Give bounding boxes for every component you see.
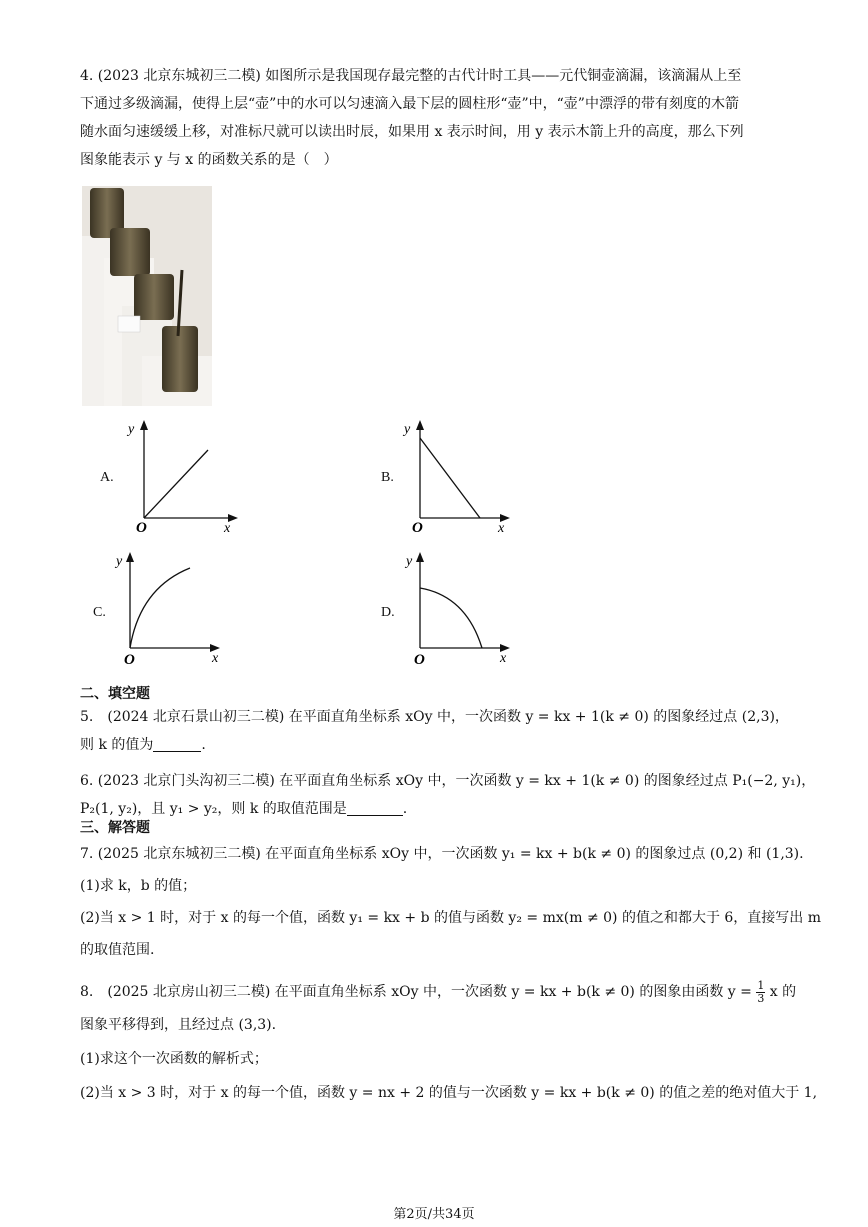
q6-line-2-end: . <box>402 801 408 817</box>
q6-answer-blank <box>347 799 403 816</box>
option-a-graph <box>120 418 250 536</box>
q8-line-1 <box>80 976 797 1008</box>
section-heading-fill: 二、填空题 <box>80 686 150 702</box>
option-c-label: C. <box>93 605 106 620</box>
q4-text <box>80 62 792 174</box>
option-a-label: A. <box>100 470 114 485</box>
q8-text <box>80 976 818 1110</box>
q5-line-2-end: . <box>201 737 206 753</box>
q4-line-2: 下通过多级滴漏，使得上层“壶”中的水可以匀速滴入最下层的圆柱形“壶”中，“壶”中漂浮的带有刻度的木箭 <box>80 96 739 112</box>
option-d-y-label: y <box>406 554 413 569</box>
option-b-origin-label: O <box>412 520 423 536</box>
q5-text <box>80 703 792 759</box>
option-a-x-label: x <box>224 521 231 536</box>
option-d-origin-label: O <box>414 652 425 668</box>
page-footer: 第2页/共34页 <box>393 1207 475 1222</box>
option-d-label: D. <box>381 605 395 620</box>
q4-line-1: 4. (2023 北京东城初三二模) 如图所示是我国现存最完整的古代计时工具——元代铜壶滴漏，该滴漏从上至 <box>80 68 742 84</box>
option-b-graph <box>396 418 526 536</box>
q8-fraction-denominator: 3 <box>757 991 765 1005</box>
q5-line-1: 5. (2024 北京石景山初三二模) 在平面直角坐标系 xOy 中，一次函数 y = kx + 1(k ≠ 0) 的图象经过点 (2,3)， <box>80 709 789 725</box>
q8-line-1-end: x 的 <box>769 984 797 1000</box>
q8-line-1-text: 8. (2025 北京房山初三二模) 在平面直角坐标系 xOy 中，一次函数 y = kx + b(k ≠ 0) 的图象由函数 y = <box>80 984 752 1000</box>
option-a-origin-label: O <box>136 520 147 536</box>
option-b-y-label: y <box>404 422 411 437</box>
q6-line-1: 6. (2023 北京门头沟初三二模) 在平面直角坐标系 xOy 中，一次函数 y = kx + 1(k ≠ 0) 的图象经过点 P₁(−2, y₁)， <box>80 773 816 789</box>
water-clock-photo <box>82 186 212 406</box>
q7-line-3: (2)当 x > 1 时，对于 x 的每一个值，函数 y₁ = kx + b 的值与函数 y₂ = mx(m ≠ 0) 的值之和都大于 6，直接写出 m <box>80 910 822 926</box>
q8-line-2: 图象平移得到，且经过点 (3,3). <box>80 1017 277 1033</box>
q8-fraction <box>756 980 765 1005</box>
q7-line-2: (1)求 k，b 的值； <box>80 878 197 894</box>
option-b-x-label: x <box>498 521 505 536</box>
option-b-label: B. <box>381 470 394 485</box>
q5-answer-blank <box>153 735 201 752</box>
q4-line-4: 图象能表示 y 与 x 的函数关系的是（ ） <box>80 152 338 168</box>
option-c-graph <box>106 548 236 670</box>
q6-line-2 <box>80 795 792 823</box>
q7-line-1: 7. (2025 北京东城初三二模) 在平面直角坐标系 xOy 中，一次函数 y₁ = kx + b(k ≠ 0) 的图象过点 (0,2) 和 (1,3). <box>80 846 804 862</box>
q8-fraction-numerator: 1 <box>757 978 765 992</box>
option-c-origin-label: O <box>124 652 135 668</box>
q6-line-2-text: P₂(1, y₂)，且 y₁ > y₂，则 k 的取值范围是 <box>80 801 347 817</box>
q8-line-3: (1)求这个一次函数的解析式； <box>80 1051 268 1067</box>
q5-line-2-text: 则 k 的值为 <box>80 737 154 753</box>
q7-line-4: 的取值范围. <box>80 942 155 958</box>
option-a-y-label: y <box>128 422 135 437</box>
option-d-x-label: x <box>500 651 507 666</box>
section-heading-answer: 三、解答题 <box>80 820 150 836</box>
q8-line-4: (2)当 x > 3 时，对于 x 的每一个值，函数 y = nx + 2 的值与一次函数 y = kx + b(k ≠ 0) 的值之差的绝对值大于 1, <box>80 1085 818 1101</box>
option-c-x-label: x <box>212 651 219 666</box>
q6-text <box>80 767 816 823</box>
q5-line-2 <box>80 731 792 759</box>
q4-line-3: 随水面匀速缓缓上移，对准标尺就可以读出时辰，如果用 x 表示时间，用 y 表示木箭上升的高度，那么下列 <box>80 124 744 140</box>
option-c-y-label: y <box>116 554 123 569</box>
q7-text <box>80 838 822 966</box>
option-d-graph <box>396 548 526 670</box>
